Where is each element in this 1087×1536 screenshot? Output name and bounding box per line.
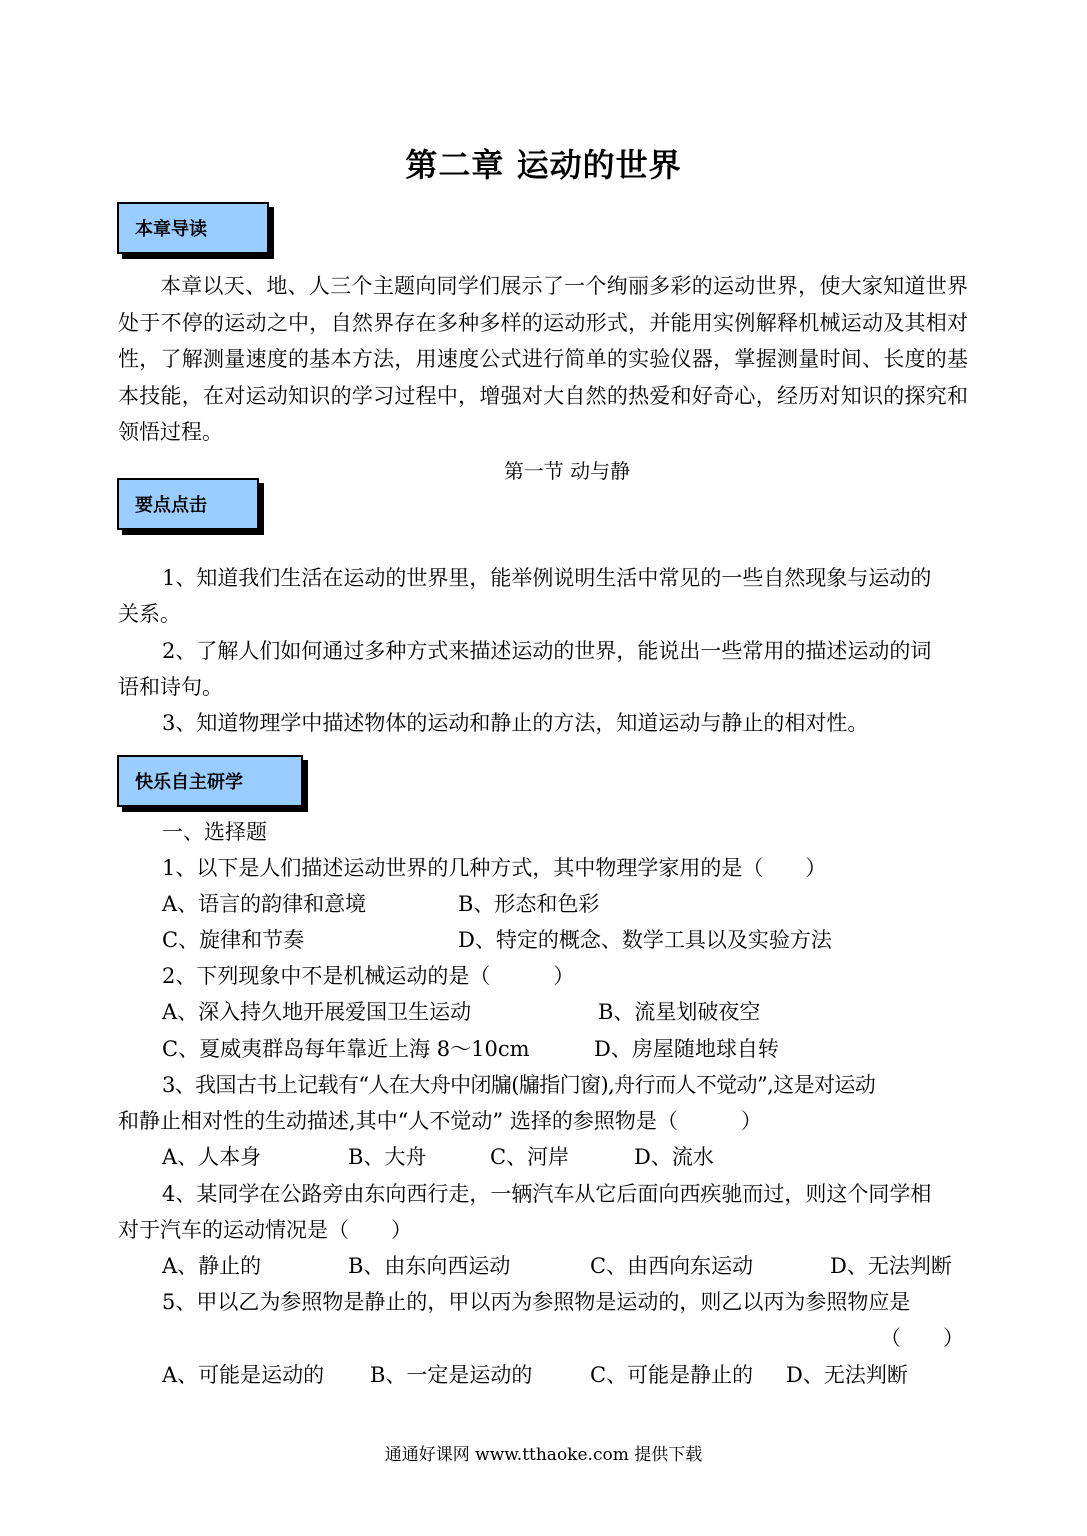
- question-5-answer-paren: （ ）: [880, 1326, 964, 1350]
- question-5-option-b: B、一定是运动的: [370, 1363, 533, 1387]
- question-1-option-a: A、语言的韵律和意境: [162, 892, 367, 916]
- question-5-option-d: D、无法判断: [786, 1363, 908, 1387]
- question-4-option-c: C、由西向东运动: [590, 1254, 754, 1278]
- chapter-title: 第二章 运动的世界: [405, 146, 682, 184]
- question-1-option-c: C、旋律和节奏: [162, 928, 305, 952]
- question-5-option-a: A、可能是运动的: [162, 1363, 325, 1387]
- question-1-option-d: D、特定的概念、数学工具以及实验方法: [458, 928, 832, 952]
- section-box-key-points: 要点点击: [117, 478, 259, 530]
- point-2-line-1: 2、了解人们如何通过多种方式来描述运动的世界，能说出一些常用的描述运动的词: [162, 639, 932, 663]
- section-box-chapter-guide: 本章导读: [117, 202, 269, 254]
- question-4-option-a: A、静止的: [162, 1254, 262, 1278]
- point-3: 3、知道物理学中描述物体的运动和静止的方法，知道运动与静止的相对性。: [162, 711, 869, 735]
- section-title: 第一节 动与静: [503, 459, 631, 483]
- question-4-option-b: B、由东向西运动: [348, 1254, 511, 1278]
- point-1-line-2: 关系。: [118, 602, 181, 626]
- question-2-option-d: D、房屋随地球自转: [594, 1037, 779, 1061]
- questions-heading: 一、选择题: [162, 820, 267, 844]
- question-4-option-d: D、无法判断: [830, 1254, 952, 1278]
- question-3-option-c: C、河岸: [490, 1145, 570, 1169]
- question-1-option-b: B、形态和色彩: [458, 892, 600, 916]
- question-1: 1、以下是人们描述运动世界的几种方式，其中物理学家用的是（ ）: [162, 856, 827, 880]
- question-3-option-b: B、大舟: [348, 1145, 427, 1169]
- point-2-line-2: 语和诗句。: [118, 675, 223, 699]
- point-1-line-1: 1、知道我们生活在运动的世界里，能举例说明生活中常见的一些自然现象与运动的: [162, 566, 932, 590]
- intro-paragraph: 本章以天、地、人三个主题向同学们展示了一个绚丽多彩的运动世界，使大家知道世界处于不停的运动之中，自然界存在多种多样的运动形式，并能用实例解释机械运动及其相对性，了解测量速度的基本方法，用速度公式进行简单的实验仪器，掌握测量时间、长度的基本技能，在对运动知识的学习过程中，增强对大自然的热爱和好奇心，经历对知识的探究和领悟过程。: [118, 274, 968, 444]
- question-3-option-d: D、流水: [634, 1145, 714, 1169]
- question-2-option-b: B、流星划破夜空: [598, 1000, 761, 1024]
- question-3-option-a: A、人本身: [162, 1145, 262, 1169]
- question-5-option-c: C、可能是静止的: [590, 1363, 754, 1387]
- question-3-line-1: 3、我国古书上记载有“人在大舟中闭牖(牖指门窗),舟行而人不觉动”,这是对运动: [162, 1073, 876, 1097]
- question-2: 2、下列现象中不是机械运动的是（ ）: [162, 964, 575, 988]
- question-3-line-2: 和静止相对性的生动描述,其中“人不觉动” 选择的参照物是（ ）: [118, 1109, 762, 1133]
- question-5: 5、甲以乙为参照物是静止的，甲以丙为参照物是运动的，则乙以丙为参照物应是: [162, 1290, 911, 1314]
- section-box-self-study: 快乐自主研学: [117, 755, 303, 807]
- question-2-option-c: C、夏威夷群岛每年靠近上海 8～10cm: [162, 1037, 530, 1061]
- question-2-option-a: A、深入持久地开展爱国卫生运动: [162, 1000, 472, 1024]
- page-footer: 通通好课网 www.tthaoke.com 提供下载: [384, 1445, 703, 1465]
- question-4-line-2: 对于汽车的运动情况是（ ）: [118, 1218, 412, 1242]
- question-4-line-1: 4、某同学在公路旁由东向西行走，一辆汽车从它后面向西疾驰而过，则这个同学相: [162, 1182, 932, 1206]
